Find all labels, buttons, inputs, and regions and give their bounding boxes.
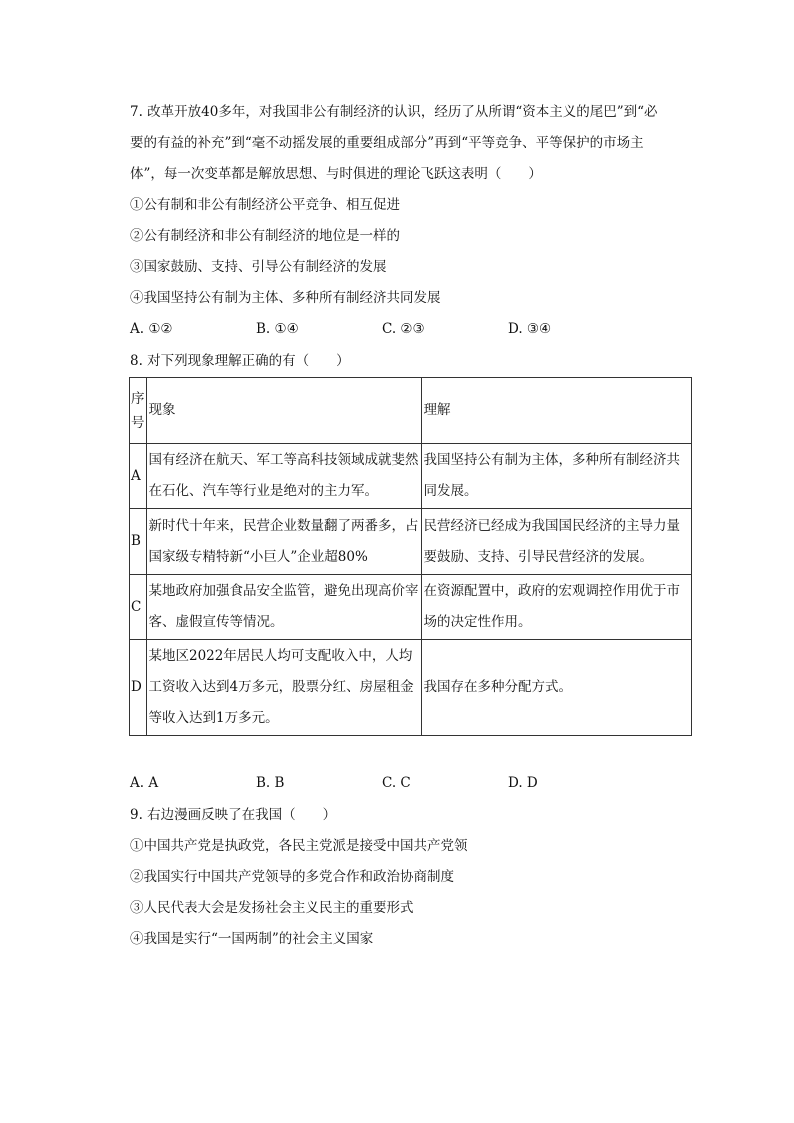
question-9 <box>130 800 695 955</box>
question-7-options <box>130 314 695 345</box>
question-7-stem-line-2: 要的有益的补充”到“毫不动摇发展的重要组成部分”再到“平等竞争、平等保护的市场主 <box>130 135 644 151</box>
question-8-option-b[interactable]: B. B <box>256 775 285 791</box>
table-header-row <box>130 378 692 444</box>
cell-line: 新时代十年来，民营企业数量翻了两番多，占 <box>148 517 419 534</box>
cell-line: 工资收入达到4万多元，股票分红、房屋租金 <box>148 679 414 695</box>
table-row-understanding <box>421 509 692 575</box>
table-row-understanding <box>421 575 692 640</box>
table-header-seq-char-2: 号 <box>131 414 145 431</box>
table-row <box>130 509 692 575</box>
table-row-understanding <box>421 640 692 736</box>
question-7 <box>130 97 695 345</box>
question-7-stem-line-3: 体”，每一次变革都是解放思想、与时俱进的理论飞跃这表明（ ） <box>130 166 542 182</box>
question-7-option-b[interactable]: B. ①④ <box>256 321 299 337</box>
question-9-statement-2: ②我国实行中国共产党领导的多党合作和政治协商制度 <box>130 869 454 885</box>
question-8-option-d[interactable]: D. D <box>508 775 538 791</box>
table-header-seq <box>130 378 147 444</box>
table-row <box>130 640 692 736</box>
question-8-table <box>129 377 692 736</box>
table-header-phenomenon: 现象 <box>146 378 421 444</box>
cell-line: 某地政府加强食品安全监管，避免出现高价宰 <box>148 583 419 599</box>
question-7-stem-line-1: 7. 改革开放40多年，对我国非公有制经济的认识，经历了从所谓“资本主义的尾巴”到“必 <box>130 104 658 120</box>
table-header-seq-char-1: 序 <box>131 390 145 407</box>
table-header-understanding: 理解 <box>421 378 692 444</box>
table-row-phenomenon <box>146 444 421 509</box>
question-8-option-a[interactable]: A. A <box>130 775 159 791</box>
table-row-seq: D <box>130 640 147 736</box>
cell-line: 客、虚假宣传等情况。 <box>148 614 284 630</box>
question-9-statement-1: ①中国共产党是执政党，各民主党派是接受中国共产党领 <box>130 838 468 854</box>
question-8-option-c[interactable]: C. C <box>382 775 411 791</box>
question-8-options-block <box>130 768 695 799</box>
cell-line: 国家级专精特新“小巨人”企业超80% <box>148 548 368 565</box>
cell-line: 民营经济已经成为我国国民经济的主导力量 <box>423 517 680 534</box>
question-8-stem: 8. 对下列现象理解正确的有（ ） <box>130 353 350 369</box>
cell-line: 场的决定性作用。 <box>423 614 532 630</box>
table-row-seq: B <box>130 509 147 575</box>
table-row-phenomenon <box>146 640 421 736</box>
cell-line: 我国坚持公有制为主体，多种所有制经济共 <box>423 452 680 468</box>
question-9-statement-3: ③人民代表大会是发扬社会主义民主的重要形式 <box>130 900 414 916</box>
table-row <box>130 575 692 640</box>
question-7-statement-3: ③国家鼓励、支持、引导公有制经济的发展 <box>130 259 387 275</box>
cell-line: 我国存在多种分配方式。 <box>423 679 572 695</box>
question-7-statement-4: ④我国坚持公有制为主体、多种所有制经济共同发展 <box>130 290 441 306</box>
cell-line: 同发展。 <box>423 483 478 499</box>
table-row-seq: A <box>130 444 147 509</box>
cell-line: 在资源配置中，政府的宏观调控作用优于市 <box>423 583 680 599</box>
question-7-statement-1: ①公有制和非公有制经济公平竞争、相互促进 <box>130 197 400 213</box>
question-7-option-a[interactable]: A. ①② <box>130 321 173 337</box>
table-row-phenomenon <box>146 509 421 575</box>
question-8-options <box>130 768 695 799</box>
question-9-stem: 9. 右边漫画反映了在我国（ ） <box>130 807 337 823</box>
table-row <box>130 444 692 509</box>
cell-line: 某地区2022年居民人均可支配收入中，人均 <box>148 648 413 664</box>
table-row-understanding <box>421 444 692 509</box>
cell-line: 在石化、汽车等行业是绝对的主力军。 <box>148 483 378 499</box>
question-7-statement-2: ②公有制经济和非公有制经济的地位是一样的 <box>130 228 400 244</box>
question-9-statement-4: ④我国是实行“一国两制”的社会主义国家 <box>130 931 374 947</box>
question-7-option-c[interactable]: C. ②③ <box>382 321 425 337</box>
table-row-phenomenon <box>146 575 421 640</box>
cell-line: 等收入达到1万多元。 <box>148 710 279 726</box>
table-row-seq: C <box>130 575 147 640</box>
cell-line: 国有经济在航天、军工等高科技领域成就斐然 <box>148 452 419 468</box>
question-8 <box>130 346 695 377</box>
question-7-option-d[interactable]: D. ③④ <box>508 321 552 337</box>
cell-line: 要鼓励、支持、引导民营经济的发展。 <box>423 548 653 565</box>
